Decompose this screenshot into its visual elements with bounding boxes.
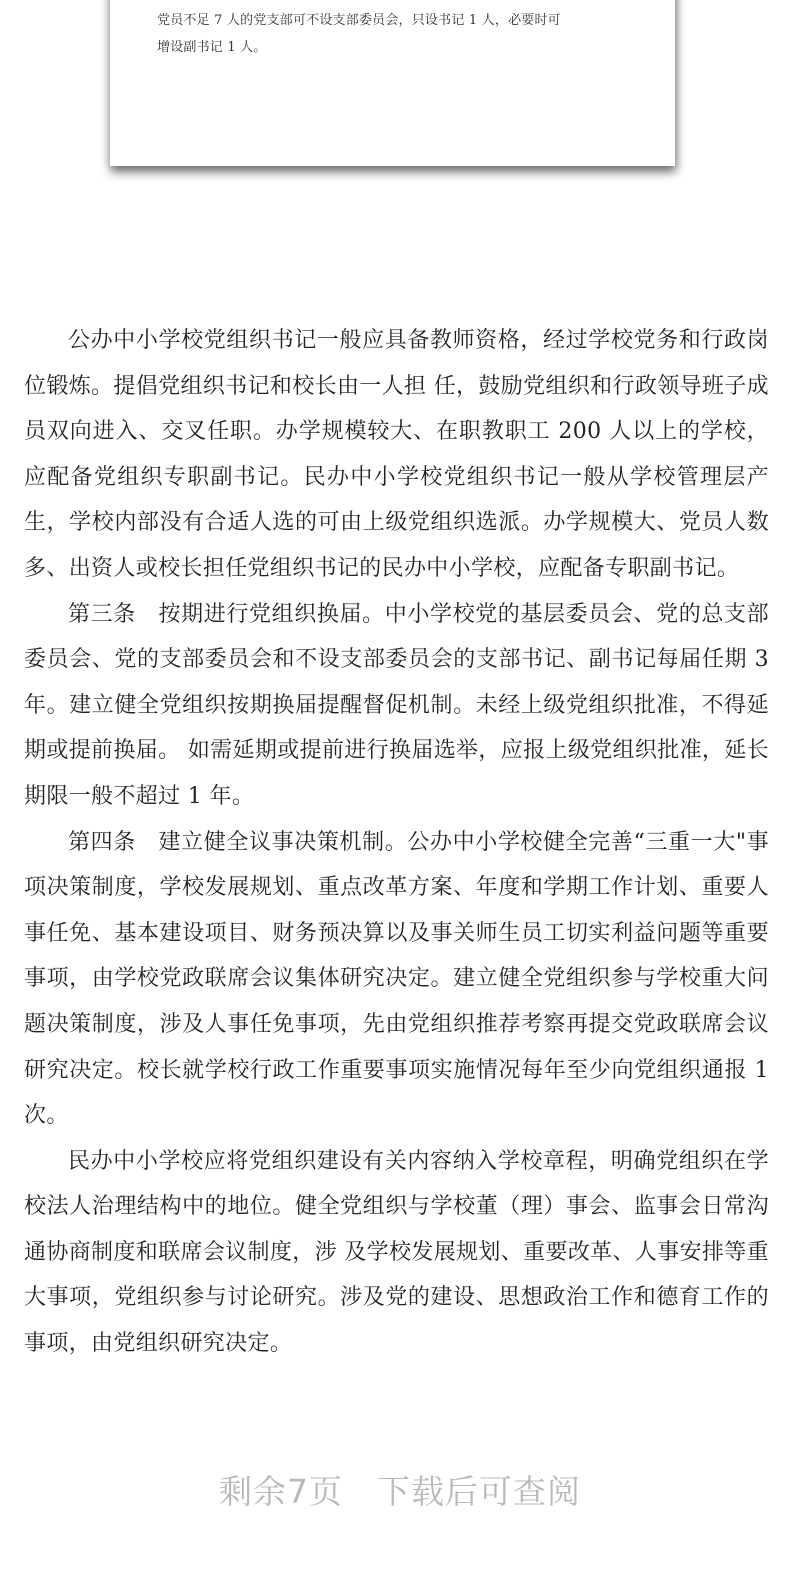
preview-line: 增设副书记 1 人。 [157, 40, 267, 55]
paragraph-article-4: 第四条 建立健全议事决策机制。公办中小学校健全完善“三重一大"事项决策制度，学校发展规划、重点改革方案、年度和学期工作计划、重要人事任免、基本建设项目、财务预决算以及事关师生员工切实利益问题等重要事项，由学校党政联席会议集体研究决定。建立健全党组织参与学校重大问题决策制度，涉及人事任免事项，先由党组织推荐考察再提交党政联席会议研究决定。校长就学校行政工作重要事项实施情况每年至少向党组织通报 1 次。 [24, 829, 769, 1129]
previous-page-preview [110, 0, 675, 166]
preview-line [157, 0, 642, 7]
paragraph-secretary-qualification: 公办中小学校党组织书记一般应具备教师资格，经过学校党务和行政岗位锻炼。提倡党组织书记和校长由一人担 任，鼓励党组织和行政领导班子成员双向进入、交叉任职。办学规模较大、在职教职工 200 人以上的学校，应配备党组织专职副书记。民办中小学校党组织书记一般从学校管理层产生，学校内部没有合适人选的可由上级党组织选派。办学规模大、党员人数多、出资人或校长担任党组织书记的民办中小学校，应配备专职副书记。 [24, 328, 769, 581]
paragraph-article-3: 第三条 按期进行党组织换届。中小学校党的基层委员会、党的总支部委员会、党的支部委员会和不设支部委员会的支部书记、副书记每届任期 3 年。建立健全党组织按期换届提醒督促机制。未经上级党组织批准，不得延期或提前换届。 如需延期或提前进行换届选举，应报上级党组织批准，延长期限一般不超过 1 年。 [24, 601, 769, 809]
remaining-pages-count: 剩余7页 [219, 1472, 343, 1511]
remaining-pages-banner[interactable] [0, 1466, 800, 1513]
preview-line: 党员不足 7 人的党支部可不设支部委员会，只设书记 1 人，必要时可 [157, 13, 561, 28]
preview-text [157, 0, 642, 61]
paragraph-private-schools: 民办中小学校应将党组织建设有关内容纳入学校章程，明确党组织在学校法人治理结构中的地位。健全党组织与学校董（理）事会、监事会日常沟通协商制度和联席会议制度，涉 及学校发展规划、重要改革、人事安排等重大事项，党组织参与讨论研究。涉及党的建设、思想政治工作和德育工作的事项，由党组织研究决定。 [24, 1148, 769, 1357]
download-hint: 下载后可查阅 [377, 1472, 581, 1511]
document-body [24, 318, 769, 1367]
